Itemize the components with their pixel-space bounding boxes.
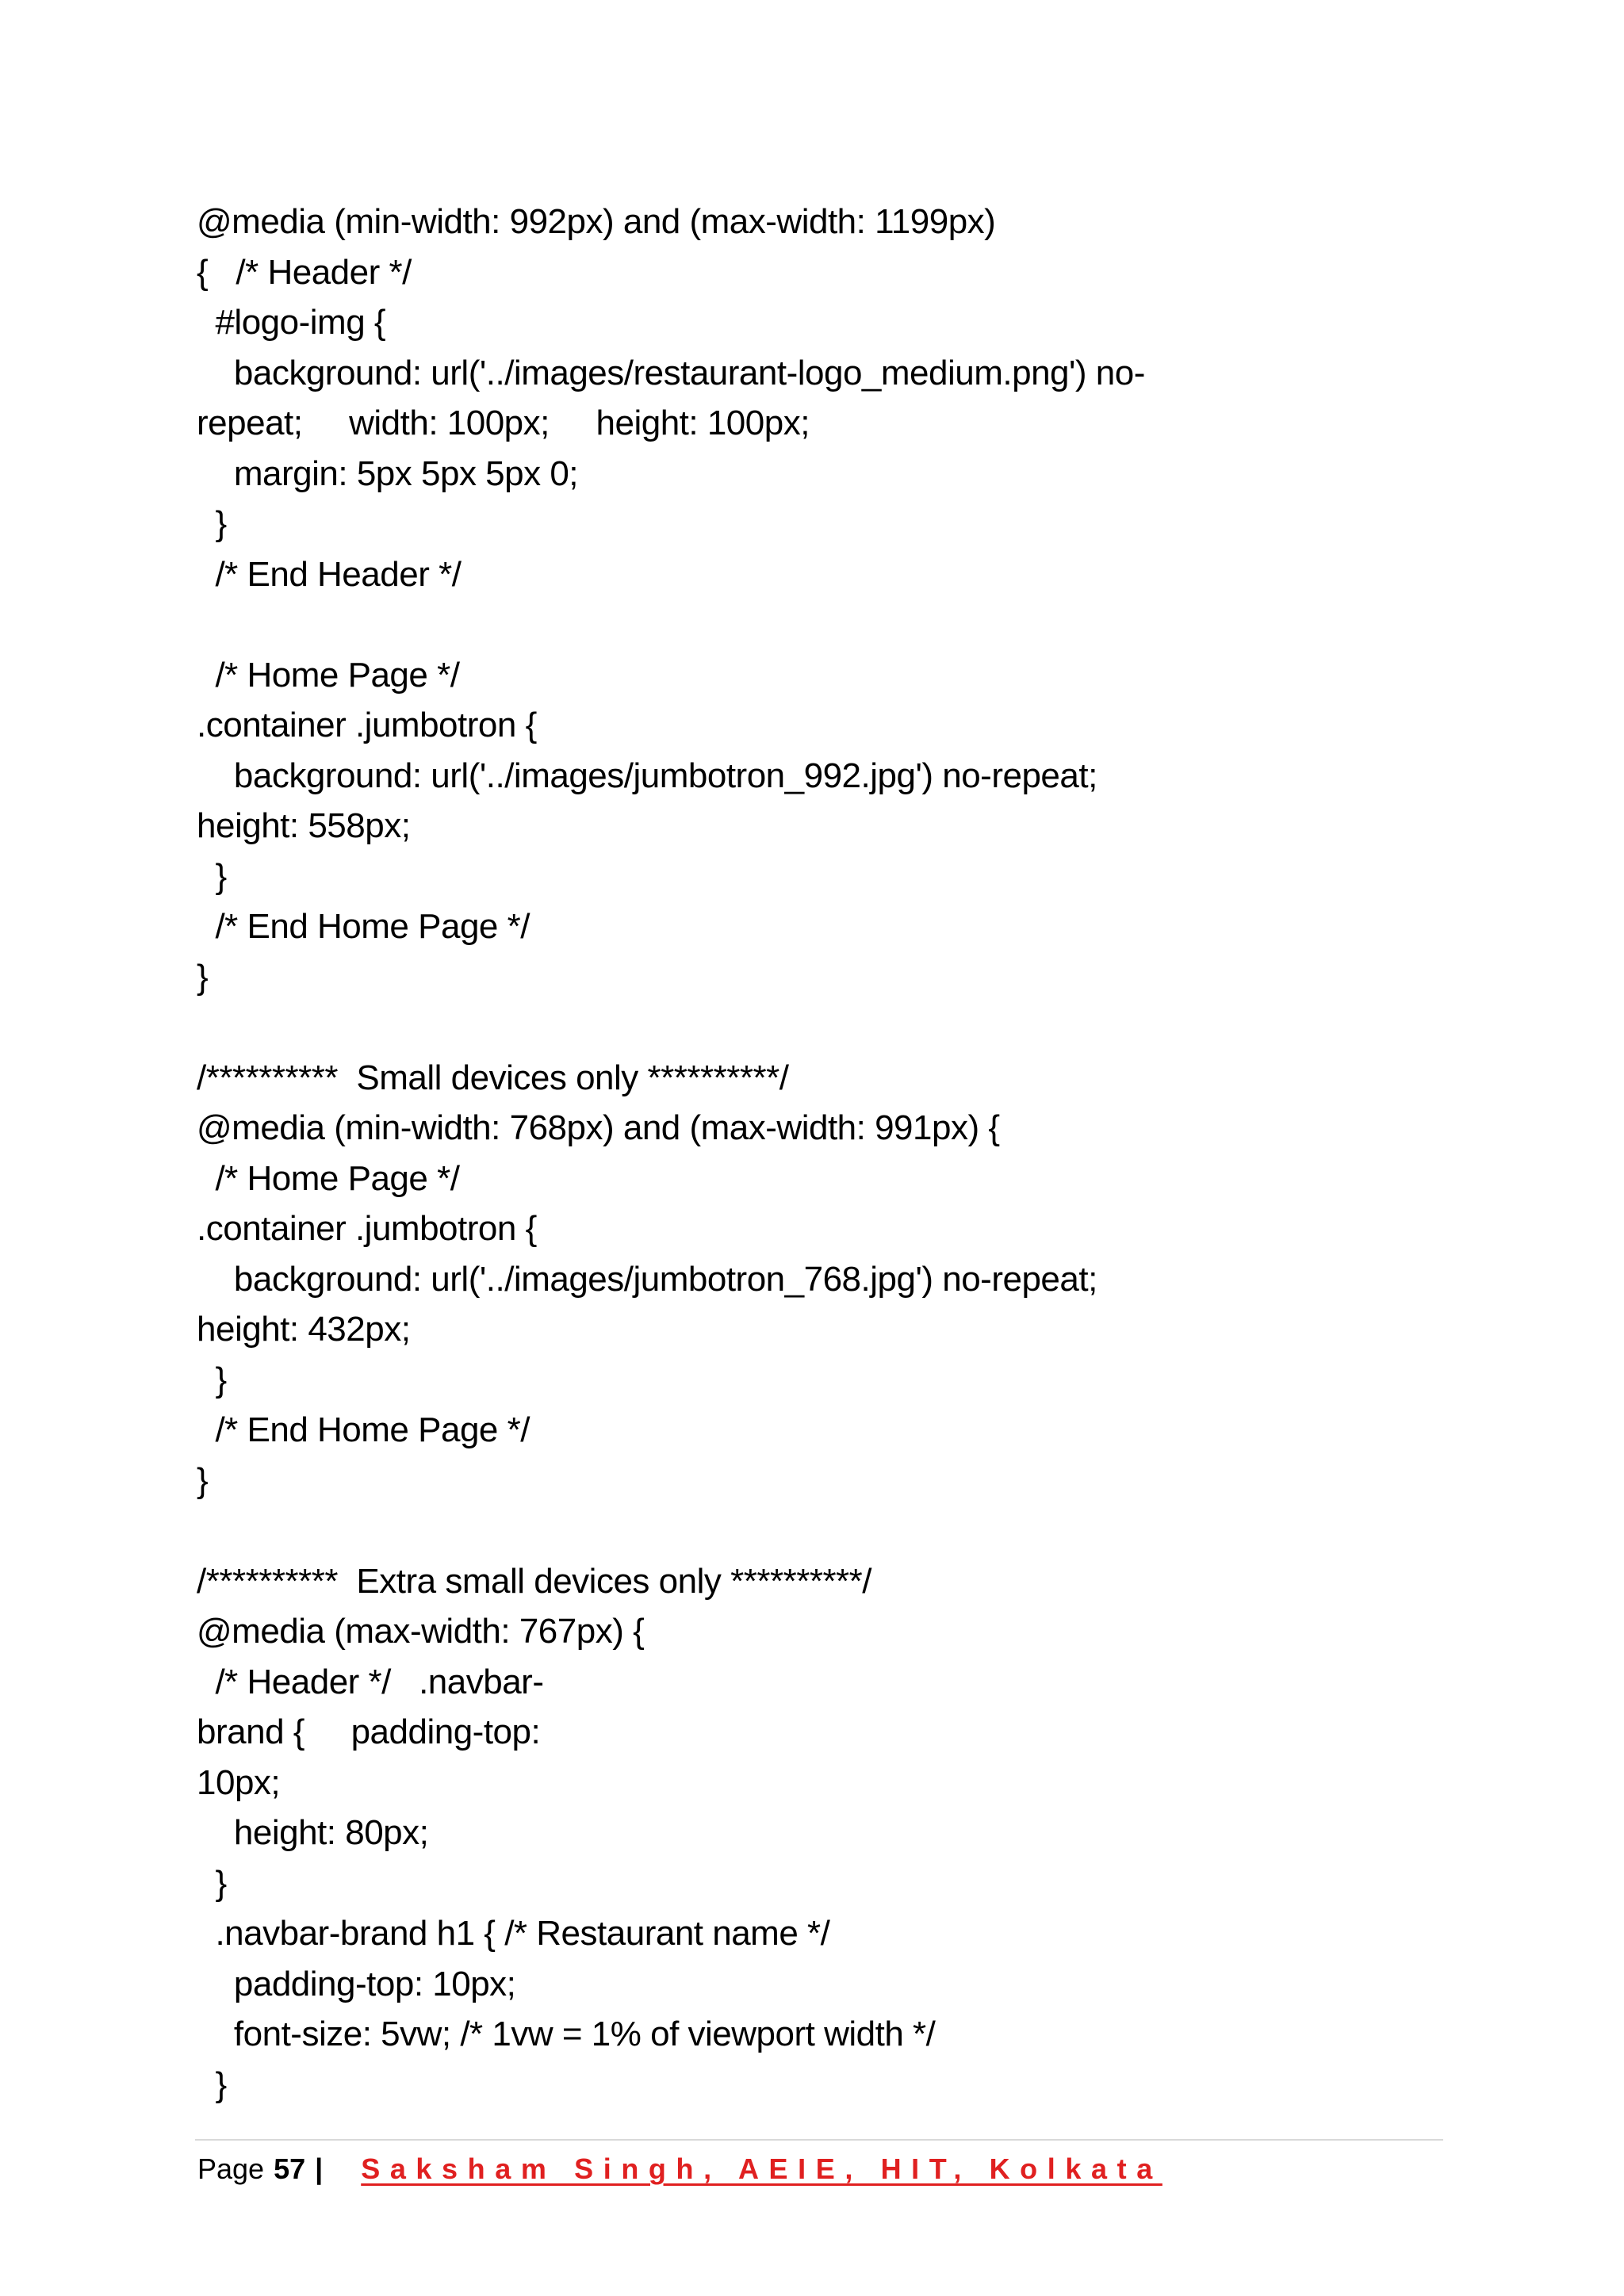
code-line: @media (max-width: 767px) { (197, 1612, 645, 1651)
code-line: margin: 5px 5px 5px 0; (197, 453, 579, 493)
code-line: @media (min-width: 768px) and (max-width: 991px) { (197, 1108, 1000, 1147)
footer-divider (195, 2139, 1443, 2141)
code-line: /* End Home Page */ (197, 907, 530, 946)
code-line: background: url('../images/jumbotron_992.jpg') no-repeat; (197, 756, 1097, 795)
code-line: 10px; (197, 1762, 281, 1802)
page-number: 57 (274, 2152, 306, 2185)
code-line (197, 1002, 1434, 1053)
code-line: /* End Home Page */ (197, 1410, 530, 1449)
code-line: height: 558px; (197, 806, 411, 845)
code-line: } (197, 504, 227, 543)
code-line: .navbar-brand h1 { /* Restaurant name */ (197, 1914, 830, 1953)
code-line: /* Home Page */ (197, 655, 460, 695)
code-line: /********** Extra small devices only **********/ (197, 1561, 872, 1601)
code-line (197, 1506, 1434, 1556)
page-label: Page (197, 2152, 265, 2185)
code-line: /* Home Page */ (197, 1158, 460, 1198)
code-line: { /* Header */ (197, 252, 412, 292)
code-line: repeat; width: 100px; height: 100px; (197, 404, 810, 442)
code-line: } (197, 856, 227, 896)
code-line: } (197, 1863, 227, 1903)
code-line: background: url('../images/jumbotron_768.jpg') no-repeat; (197, 1259, 1097, 1299)
code-line: } (197, 957, 209, 997)
author-credit: Saksham Singh, AEIE, HIT, Kolkata (361, 2152, 1162, 2185)
code-line (197, 599, 1434, 650)
code-line: background: url('../images/restaurant-logo_medium.png') no- (197, 353, 1145, 392)
code-line: height: 432px; (197, 1310, 411, 1349)
code-line: } (197, 1460, 209, 1500)
code-line: .container .jumbotron { (197, 1209, 537, 1248)
code-line: } (197, 1360, 227, 1399)
code-line: #logo-img { (197, 303, 386, 342)
code-line: @media (min-width: 992px) and (max-width: 1199px) (197, 202, 996, 241)
code-line: .container .jumbotron { (197, 706, 537, 744)
code-line: /* End Header */ (197, 554, 462, 594)
code-line: } (197, 2064, 227, 2104)
footer-separator: | (315, 2152, 324, 2185)
page-footer (197, 2145, 1162, 2193)
code-listing (197, 197, 1434, 2110)
code-line: font-size: 5vw; /* 1vw = 1% of viewport width */ (197, 2015, 936, 2053)
code-line: padding-top: 10px; (197, 1964, 516, 2003)
code-line: brand { padding-top: (197, 1712, 541, 1751)
code-line: /********** Small devices only **********/ (197, 1058, 789, 1097)
code-line: /* Header */ .navbar- (197, 1662, 544, 1701)
code-line: height: 80px; (197, 1813, 429, 1852)
